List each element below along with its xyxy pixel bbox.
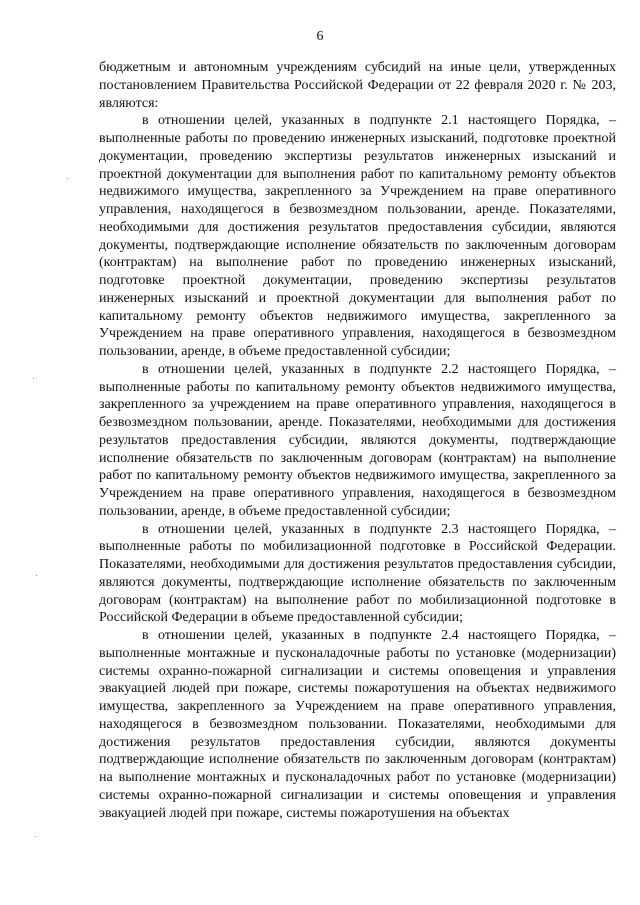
paragraph-subpoint-2-4: в отношении целей, указанных в подпункте 2.4 настоящего Порядка, – выполненные монтажные и пусконаладочные работы по установке (модернизации) системы охранно-пожарной сигнализации и системы оповещения и управления эвакуацией людей при пожаре, системы пожаротушения на объектах недвижимого имущества, закрепленного за Учреждением на праве оперативного управления, находящегося в безвозмездном пользовании. Показателями, необходимыми для достижения результатов предоставления субсидии, являются документы подтверждающие исполнение обязательств по заключенным договорам (контрактам) на выполнение монтажных и пусконаладочных работ по установке (модернизации) системы охранно-пожарной сигнализации и системы оповещения и управления эвакуацией людей при пожаре, системы пожаротушения на объектах — [99, 628, 616, 821]
paragraph-subpoint-2-1: в отношении целей, указанных в подпункте 2.1 настоящего Порядка, – выполненные работы по проведению инженерных изысканий, подготовке проектной документации, проведению экспертизы результатов инженерных изысканий и проектной документации для выполнения работ по капитальному ремонту объектов недвижимого имущества, закрепленного за Учреждением на праве оперативного управления, находящегося в безвозмездном пользовании, аренде. Показателями, необходимыми для достижения результатов предоставления субсидии, являются документы, подтверждающие исполнение обязательств по заключенным договорам (контрактам) на выполнение работ по проведению инженерных изысканий, подготовке проектной документации, проведению экспертизы результатов инженерных изысканий и проектной документации для выполнения работ по капитальному ремонту объектов недвижимого имущества, закрепленного за Учреждением на праве оперативного управления, находящегося в безвозмездном пользовании, аренде, в объеме предоставленной субсидии; — [99, 113, 616, 359]
scan-speck — [33, 378, 34, 379]
scan-speck — [36, 575, 37, 576]
scan-speck — [35, 836, 36, 837]
document-body — [99, 59, 616, 822]
paragraph-subpoint-2-3: в отношении целей, указанных в подпункте 2.3 настоящего Порядка, – выполненные работы по мобилизационной подготовке в Российской Федерации. Показателями, необходимыми для достижения результатов предоставления субсидии, являются документы, подтверждающие исполнение обязательств по заключенным договорам (контрактам) на выполнение работ по мобилизационной подготовке в Российской Федерации в объеме предоставленной субсидии; — [99, 521, 616, 626]
page-number: 6 — [316, 29, 324, 44]
scan-speck — [67, 178, 68, 179]
paragraph-subpoint-2-2: в отношении целей, указанных в подпункте 2.2 настоящего Порядка, – выполненные работы по капитальному ремонту объектов недвижимого имущества, закрепленного за учреждением на праве оперативного управления, находящегося в безвозмездном пользовании, аренде. Показателями, необходимыми для достижения результатов предоставления субсидии, являются документы, подтверждающие исполнение обязательств по заключенным договорам (контрактам) на выполнение работ по капитальному ремонту объектов недвижимого имущества, закрепленного за Учреждением на праве оперативного управления, находящегося в безвозмездном пользовании, аренде, в объеме предоставленной субсидии; — [99, 361, 616, 519]
paragraph-continuation: бюджетным и автономным учреждениям субсидий на иные цели, утвержденных постановлением Правительства Российской Федерации от 22 февраля 2020 г. № 203, являются: — [99, 60, 616, 111]
